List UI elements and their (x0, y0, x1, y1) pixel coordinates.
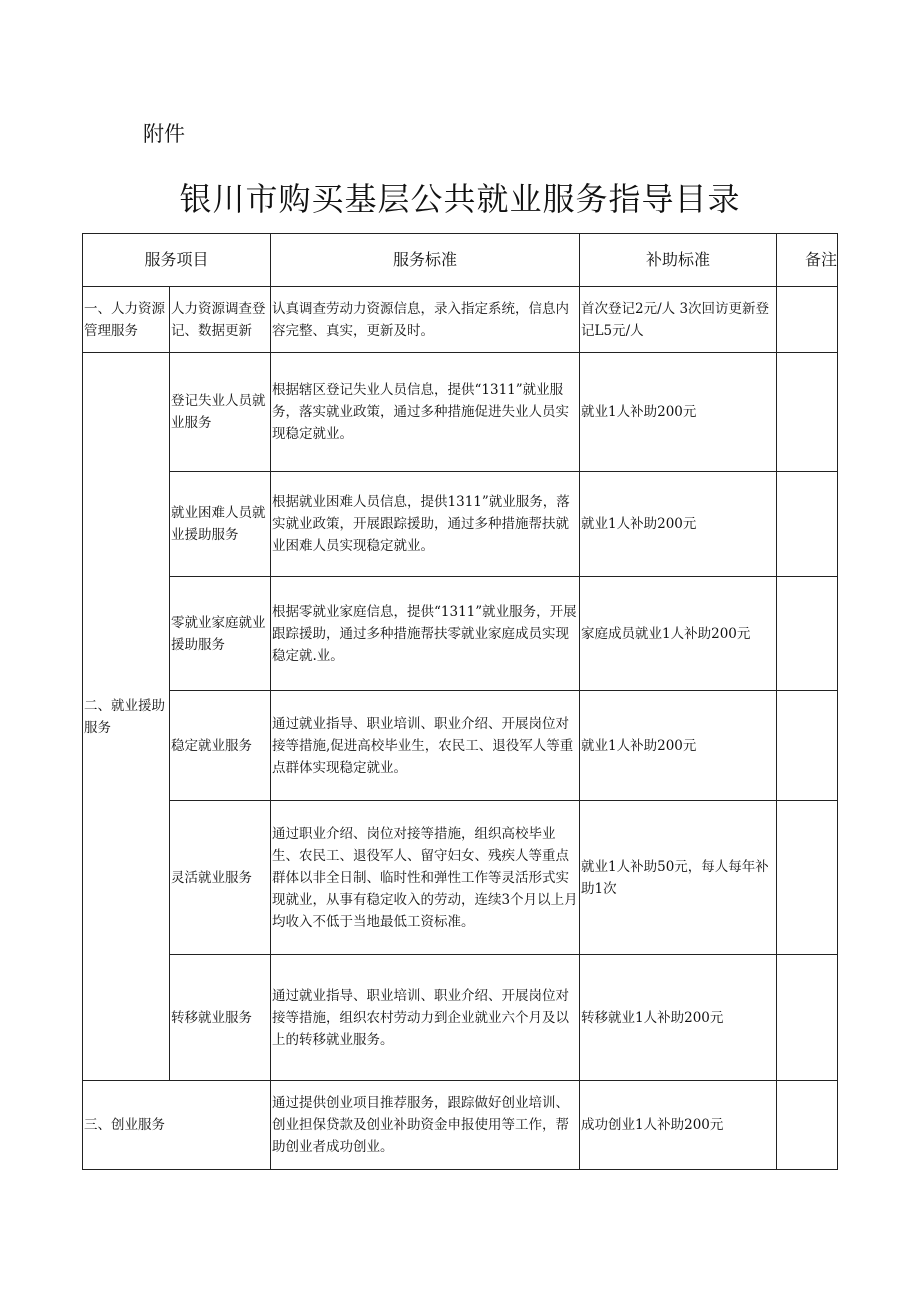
item-cell: 转移就业服务 (170, 955, 271, 1081)
note-cell (777, 472, 838, 577)
header-note: 备注 (777, 234, 838, 287)
table-row (83, 955, 838, 1081)
table-row (83, 353, 838, 472)
item-cell: 就业困难人员就业援助服务 (170, 472, 271, 577)
table-header-row (83, 234, 838, 287)
table-row (83, 577, 838, 691)
table-row (83, 691, 838, 801)
note-cell (777, 577, 838, 691)
header-service-item: 服务项目 (83, 234, 271, 287)
standard-cell: 通过就业指导、职业培训、职业介绍、开展岗位对接等措施，组织农村劳动力到企业就业六个月及以上的转移就业服务。 (271, 955, 580, 1081)
note-cell (777, 801, 838, 955)
category-cell: 二、就业援助服务 (83, 353, 170, 1081)
subsidy-cell: 成功创业1人补助200元 (580, 1081, 777, 1170)
item-cell: 零就业家庭就业援助服务 (170, 577, 271, 691)
category-cell: 三、创业服务 (83, 1081, 271, 1170)
subsidy-cell: 就业1人补助50元，每人每年补助1次 (580, 801, 777, 955)
note-cell (777, 353, 838, 472)
subsidy-cell: 就业1人补助200元 (580, 353, 777, 472)
subsidy-cell: 转移就业1人补助200元 (580, 955, 777, 1081)
attachment-label: 附件 (143, 122, 185, 146)
category-cell: 一、人力资源管理服务 (83, 287, 170, 353)
standard-cell: 根据辖区登记失业人员信息，提供“1311”就业服务，落实就业政策，通过多种措施促进失业人员实现稳定就业。 (271, 353, 580, 472)
note-cell (777, 1081, 838, 1170)
service-catalog-table (82, 233, 838, 1170)
table-row (83, 1081, 838, 1170)
page-title: 银川市购买基层公共就业服务指导目录 (179, 180, 741, 218)
item-cell: 灵活就业服务 (170, 801, 271, 955)
item-cell: 人力资源调查登记、数据更新 (170, 287, 271, 353)
standard-cell: 通过就业指导、职业培训、职业介绍、开展岗位对接等措施,促进高校毕业生，农民工、退役军人等重点群体实现稳定就业。 (271, 691, 580, 801)
subsidy-cell: 就业1人补助200元 (580, 472, 777, 577)
subsidy-cell: 首次登记2元/人 3次回访更新登记L5元/人 (580, 287, 777, 353)
subsidy-cell: 就业1人补助200元 (580, 691, 777, 801)
item-cell: 登记失业人员就业服务 (170, 353, 271, 472)
table-row (83, 287, 838, 353)
standard-cell: 根据就业困难人员信息，提供1311”就业服务，落实就业政策，开展跟踪援助，通过多种措施帮扶就业困难人员实现稳定就业。 (271, 472, 580, 577)
standard-cell: 通过职业介绍、岗位对接等措施，组织高校毕业生、农民工、退役军人、留守妇女、残疾人等重点群体以非全日制、临时性和弹性工作等灵活形式实现就业，从事有稳定收入的劳动，连续3个月以上月均收入不低于当地最低工资标准。 (271, 801, 580, 955)
note-cell (777, 691, 838, 801)
table-row (83, 801, 838, 955)
item-cell: 稳定就业服务 (170, 691, 271, 801)
subsidy-cell: 家庭成员就业1人补助200元 (580, 577, 777, 691)
header-subsidy-standard: 补助标准 (580, 234, 777, 287)
standard-cell: 认真调查劳动力资源信息，录入指定系统，信息内容完整、真实，更新及时。 (271, 287, 580, 353)
note-cell (777, 955, 838, 1081)
table-row (83, 472, 838, 577)
standard-cell: 根据零就业家庭信息，提供“1311”就业服务，开展跟踪援助，通过多种措施帮扶零就业家庭成员实现稳定就.业。 (271, 577, 580, 691)
note-cell (777, 287, 838, 353)
standard-cell: 通过提供创业项目推荐服务，跟踪做好创业培训、创业担保贷款及创业补助资金申报使用等工作，帮助创业者成功创业。 (271, 1081, 580, 1170)
header-service-standard: 服务标准 (271, 234, 580, 287)
